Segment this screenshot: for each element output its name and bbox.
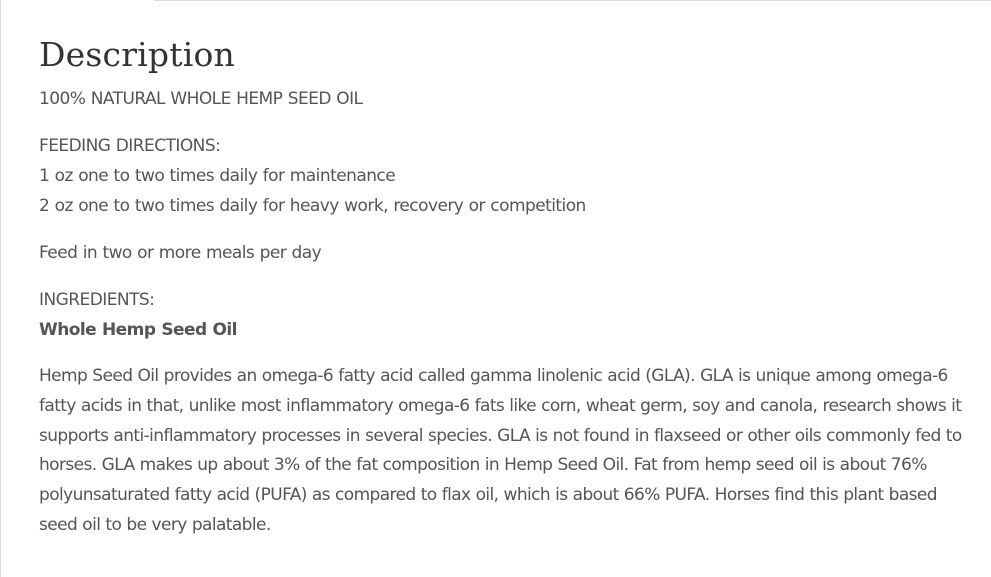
feeding-line-maintenance: 1 oz one to two times daily for maintenance <box>39 166 396 186</box>
description-content <box>39 34 964 558</box>
meals-note: Feed in two or more meals per day <box>39 243 322 263</box>
ingredients-value: Whole Hemp Seed Oil <box>39 320 237 340</box>
feeding-directions-label: FEEDING DIRECTIONS: <box>39 136 221 156</box>
section-heading: Description <box>39 35 235 74</box>
tab-divider <box>154 0 991 1</box>
feeding-directions <box>39 131 964 221</box>
ingredients-label: INGREDIENTS: <box>39 290 155 310</box>
ingredients <box>39 285 964 345</box>
description-body: Hemp Seed Oil provides an omega-6 fatty acid called gamma linolenic acid (GLA). GLA is unique among omega-6 fatty acids in that, unlike most inflammatory omega-6 fats like corn, wheat germ, soy and canola, research shows it supports anti-inflammatory processes in several species. GLA is not found in flaxseed or other oils commonly fed to horses. GLA makes up about 3% of the fat composition in Hemp Seed Oil. Fat from hemp seed oil is about 76% polyunsaturated fatty acid (PUFA) as compared to flax oil, which is about 66% PUFA. Horses find this plant based seed oil to be very palatable. <box>39 366 962 535</box>
feeding-line-heavy-work: 2 oz one to two times daily for heavy work, recovery or competition <box>39 196 586 216</box>
product-line: 100% NATURAL WHOLE HEMP SEED OIL <box>39 89 363 109</box>
